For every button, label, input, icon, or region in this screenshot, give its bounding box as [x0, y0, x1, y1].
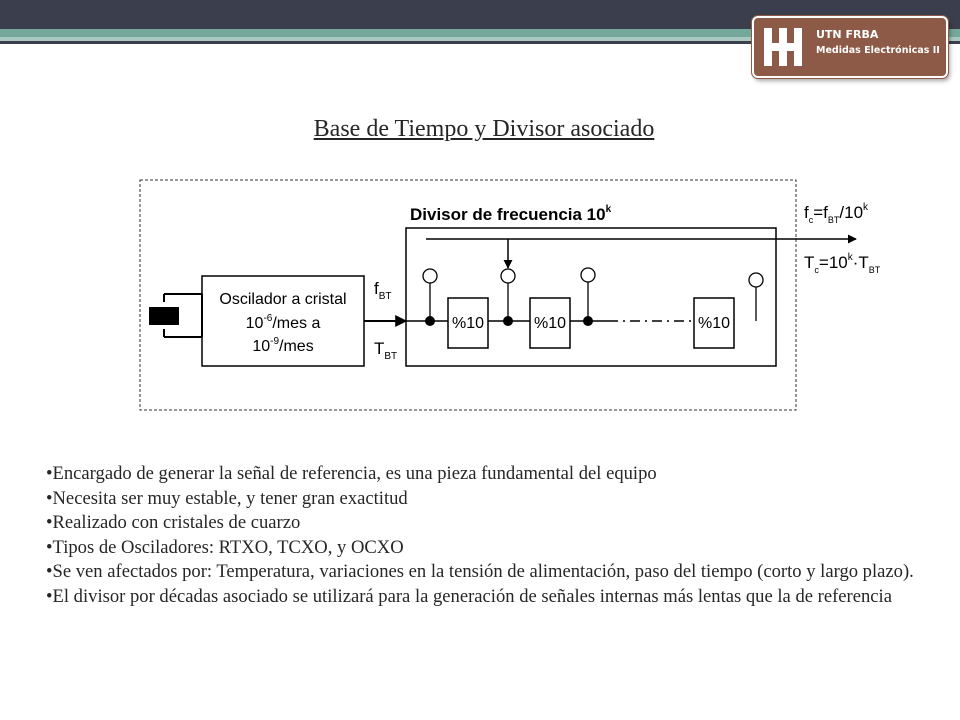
output-frequency-label: $f_c=f_{BT}/10^k$ — [804, 202, 869, 225]
divider-title: Divisor de frecuencia 10$^k$ — [410, 204, 612, 224]
bullet-item: •Se ven afectados por: Temperatura, variaciones en la tensión de alimentación, paso del tiempo (corto y largo plazo). — [46, 561, 914, 583]
utn-logo-badge — [752, 16, 948, 78]
bullet-item: •Realizado con cristales de cuarzo — [46, 512, 301, 534]
bullet-item: •El divisor por décadas asociado se utilizará para la generación de señales internas más lentas que la de referencia — [46, 585, 892, 607]
slide-title: Base de Tiempo y Divisor asociado — [313, 116, 655, 142]
oscillator-line2: $10^{-6}$/mes a — [245, 313, 321, 332]
utn-logo-icon — [760, 24, 806, 70]
oscillator-line1: Oscilador a cristal — [219, 291, 347, 308]
output-period-label: $T_c=10^k\cdot T_{BT}$ — [804, 252, 881, 275]
decade-stage-2-label: %10 — [533, 315, 567, 332]
logo-title: UTN FRBA — [816, 28, 879, 41]
oscillator-line3: $10^{-9}$/mes — [252, 336, 314, 355]
bullet-item: •Necesita ser muy estable, y tener gran exactitud — [46, 487, 408, 509]
decade-stage-n-label: %10 — [697, 315, 731, 332]
decade-stage-1-label: %10 — [451, 315, 485, 332]
bullet-list — [46, 462, 926, 610]
bullet-item: •Tipos de Osciladores: RTXO, TCXO, y OCXO — [46, 536, 404, 558]
input-period-label: $T_{BT}$ — [374, 339, 398, 362]
bullet-item: •Encargado de generar la señal de referencia, es una pieza fundamental del equipo — [46, 463, 657, 484]
crystal-symbol-icon — [150, 294, 202, 337]
frequency-divider-diagram — [138, 176, 898, 416]
input-frequency-label: $f_{BT}$ — [374, 279, 392, 302]
logo-subtitle: Medidas Electrónicas II — [816, 45, 940, 56]
